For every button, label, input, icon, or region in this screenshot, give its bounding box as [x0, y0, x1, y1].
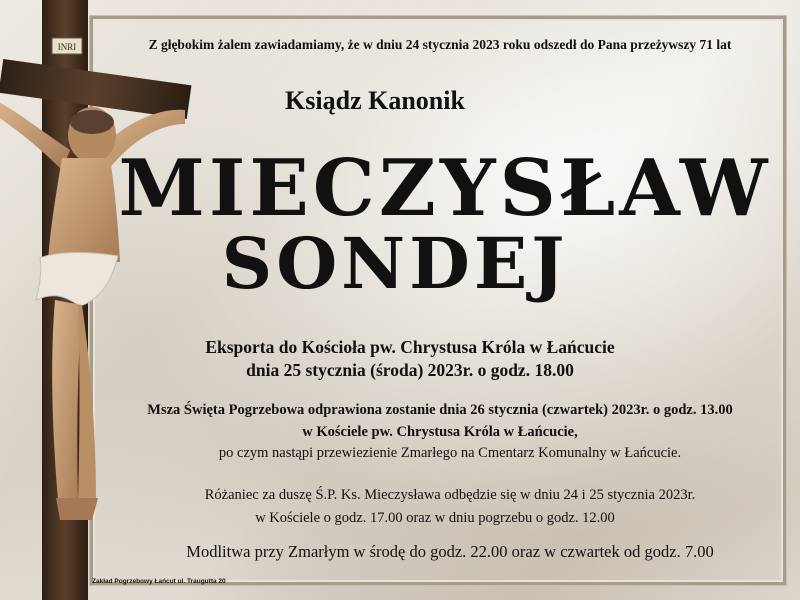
viewing-date: dnia 25 stycznia (środa) 2023r. o godz. 18.00 [246, 360, 574, 380]
svg-text:INRI: INRI [57, 42, 77, 52]
rosary-info: Różaniec za duszę Ś.P. Ks. Mieczysława odbędzie się w dniu 24 i 25 stycznia 2023r. [204, 487, 696, 503]
funeral-home-footer: Zakład Pogrzebowy Łańcut ul. Traugutta 20 [92, 578, 226, 585]
funeral-mass-date: Msza Święta Pogrzebowa odprawiona zostanie dnia 26 stycznia (czwartek) 2023r. o godz. 13.00 [147, 402, 733, 418]
deceased-title: Ksiądz Kanonik [285, 86, 465, 115]
prayer-info: Modlitwa przy Zmarłym w środę do godz. 22.00 oraz w czwartek od godz. 7.00 [186, 542, 714, 561]
announcement-intro: Z głębokim żalem zawiadamiamy, że w dniu 24 stycznia 2023 roku odszedł do Pana przeżywszy 71 lat [148, 37, 732, 52]
viewing-location: Eksporta do Kościoła pw. Chrystusa Króla w Łańcucie [205, 337, 615, 357]
deceased-first-name: MIECZYSŁAW [118, 143, 772, 234]
funeral-mass-location: w Kościele pw. Chrystusa Króla w Łańcucie, [302, 424, 578, 440]
burial-info: po czym nastąpi przewiezienie Zmarłego na Cmentarz Komunalny w Łańcucie. [218, 445, 682, 461]
deceased-last-name: SONDEJ [221, 222, 569, 305]
rosary-times: w Kościele o godz. 17.00 oraz w dniu pogrzebu o godz. 12.00 [255, 510, 615, 526]
